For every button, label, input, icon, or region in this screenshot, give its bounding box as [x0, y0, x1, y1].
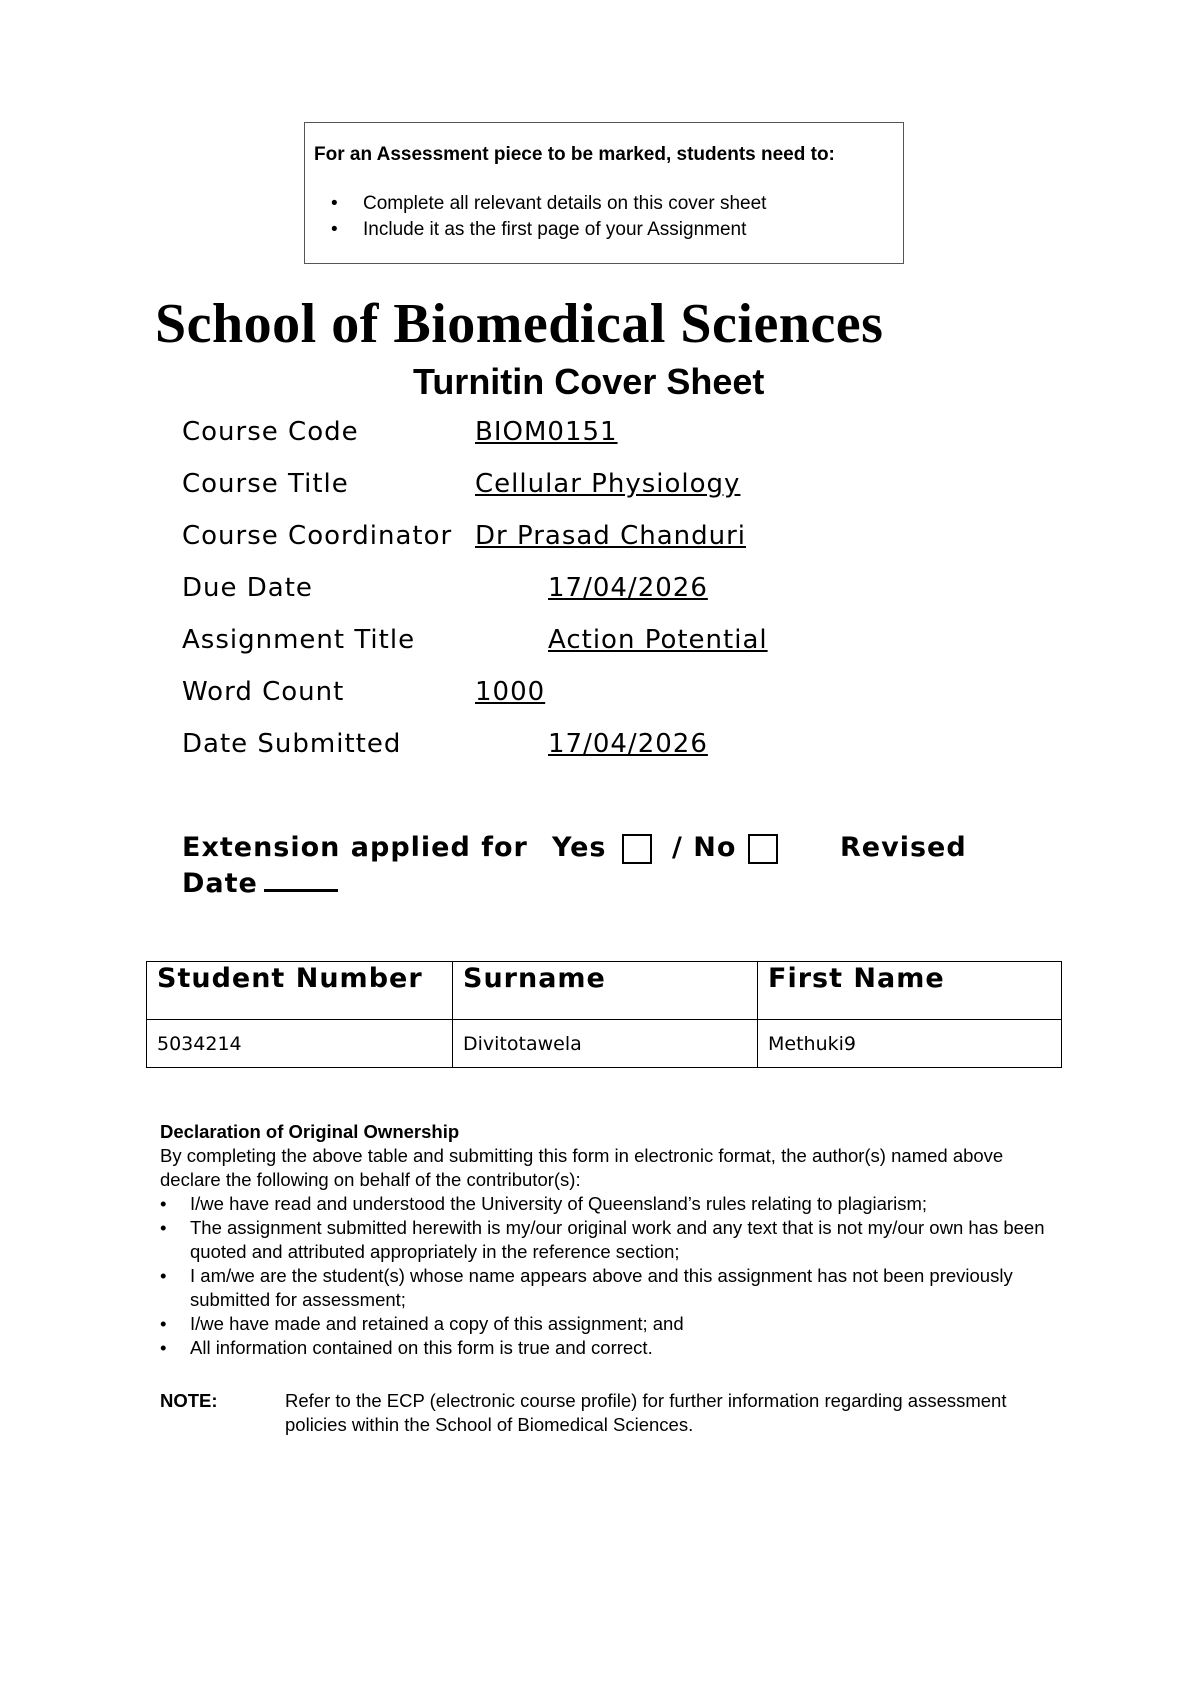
word-count-label: Word Count — [182, 677, 345, 707]
extension-yes-label: Yes — [552, 832, 607, 863]
note-text: Refer to the ECP (electronic course profile) for further information regarding assessment policies within the School of Biomedical Sciences. — [285, 1390, 1007, 1435]
notice-item — [323, 217, 766, 243]
course-code-label: Course Code — [182, 417, 359, 447]
bullet-icon: • — [160, 1193, 167, 1214]
declaration-item-text: I am/we are the student(s) whose name appears above and this assignment has not been previously submitted for assessment; — [190, 1265, 1013, 1310]
declaration-list — [160, 1192, 1050, 1360]
list-item — [160, 1312, 1050, 1336]
bullet-icon: • — [160, 1265, 167, 1286]
course-title-value: Cellular Physiology — [475, 469, 741, 499]
list-item — [160, 1264, 1050, 1312]
notice-item — [323, 191, 766, 217]
student-table — [146, 961, 1062, 1068]
bullet-icon: • — [160, 1337, 167, 1358]
student-number-header: Student Number — [147, 962, 453, 1020]
notice-list — [323, 191, 766, 243]
date-submitted-value: 17/04/2026 — [548, 729, 708, 759]
surname-cell: Divitotawela — [453, 1020, 758, 1068]
note-label: NOTE: — [160, 1390, 218, 1411]
declaration-item-text: The assignment submitted herewith is my/our original work and any text that is not my/our own has been quoted and attributed appropriately in the reference section; — [190, 1217, 1045, 1262]
list-item — [160, 1192, 1050, 1216]
bullet-icon: • — [331, 193, 338, 214]
assignment-title-value: Action Potential — [548, 625, 768, 655]
assignment-title-label: Assignment Title — [182, 625, 416, 655]
first-name-header: First Name — [758, 962, 1062, 1020]
notice-item-text: Include it as the first page of your Assignment — [363, 219, 747, 240]
extension-no-label: / No — [672, 832, 737, 863]
extension-label: Extension applied for — [182, 832, 528, 863]
declaration-title: Declaration of Original Ownership — [160, 1121, 460, 1142]
course-title-label: Course Title — [182, 469, 349, 499]
revised-date-blank[interactable] — [264, 871, 338, 892]
revised-date-label: Date — [182, 868, 258, 899]
table-row — [147, 1020, 1062, 1068]
due-date-label: Due Date — [182, 573, 313, 603]
revised-label: Revised — [840, 832, 967, 863]
course-coordinator-label: Course Coordinator — [182, 521, 453, 551]
word-count-value: 1000 — [475, 677, 546, 707]
note — [160, 1389, 1040, 1437]
table-header-row — [147, 962, 1062, 1020]
declaration-intro: By completing the above table and submitting this form in electronic format, the author(s) named above declare the following on behalf of the contributor(s): — [160, 1145, 1004, 1190]
school-title: School of Biomedical Sciences — [155, 293, 884, 355]
extension-yes-checkbox[interactable] — [622, 834, 652, 864]
revised-date-row — [182, 868, 338, 899]
extension-no-checkbox[interactable] — [748, 834, 778, 864]
due-date-value: 17/04/2026 — [548, 573, 708, 603]
notice-box — [304, 122, 904, 264]
declaration-item-text: I/we have made and retained a copy of this assignment; and — [190, 1313, 684, 1334]
student-number-cell: 5034214 — [147, 1020, 453, 1068]
course-code-value: BIOM0151 — [475, 417, 618, 447]
surname-header: Surname — [453, 962, 758, 1020]
notice-item-text: Complete all relevant details on this cover sheet — [363, 193, 767, 214]
bullet-icon: • — [331, 219, 338, 240]
bullet-icon: • — [160, 1217, 167, 1238]
first-name-cell: Methuki9 — [758, 1020, 1062, 1068]
list-item — [160, 1216, 1050, 1264]
declaration — [160, 1120, 1050, 1360]
list-item — [160, 1336, 1050, 1360]
date-submitted-label: Date Submitted — [182, 729, 402, 759]
notice-heading: For an Assessment piece to be marked, students need to: — [314, 144, 835, 165]
declaration-item-text: I/we have read and understood the University of Queensland’s rules relating to plagiarism; — [190, 1193, 927, 1214]
course-coordinator-value: Dr Prasad Chanduri — [475, 521, 747, 551]
declaration-item-text: All information contained on this form is true and correct. — [190, 1337, 653, 1358]
bullet-icon: • — [160, 1313, 167, 1334]
sheet-title: Turnitin Cover Sheet — [413, 361, 765, 402]
